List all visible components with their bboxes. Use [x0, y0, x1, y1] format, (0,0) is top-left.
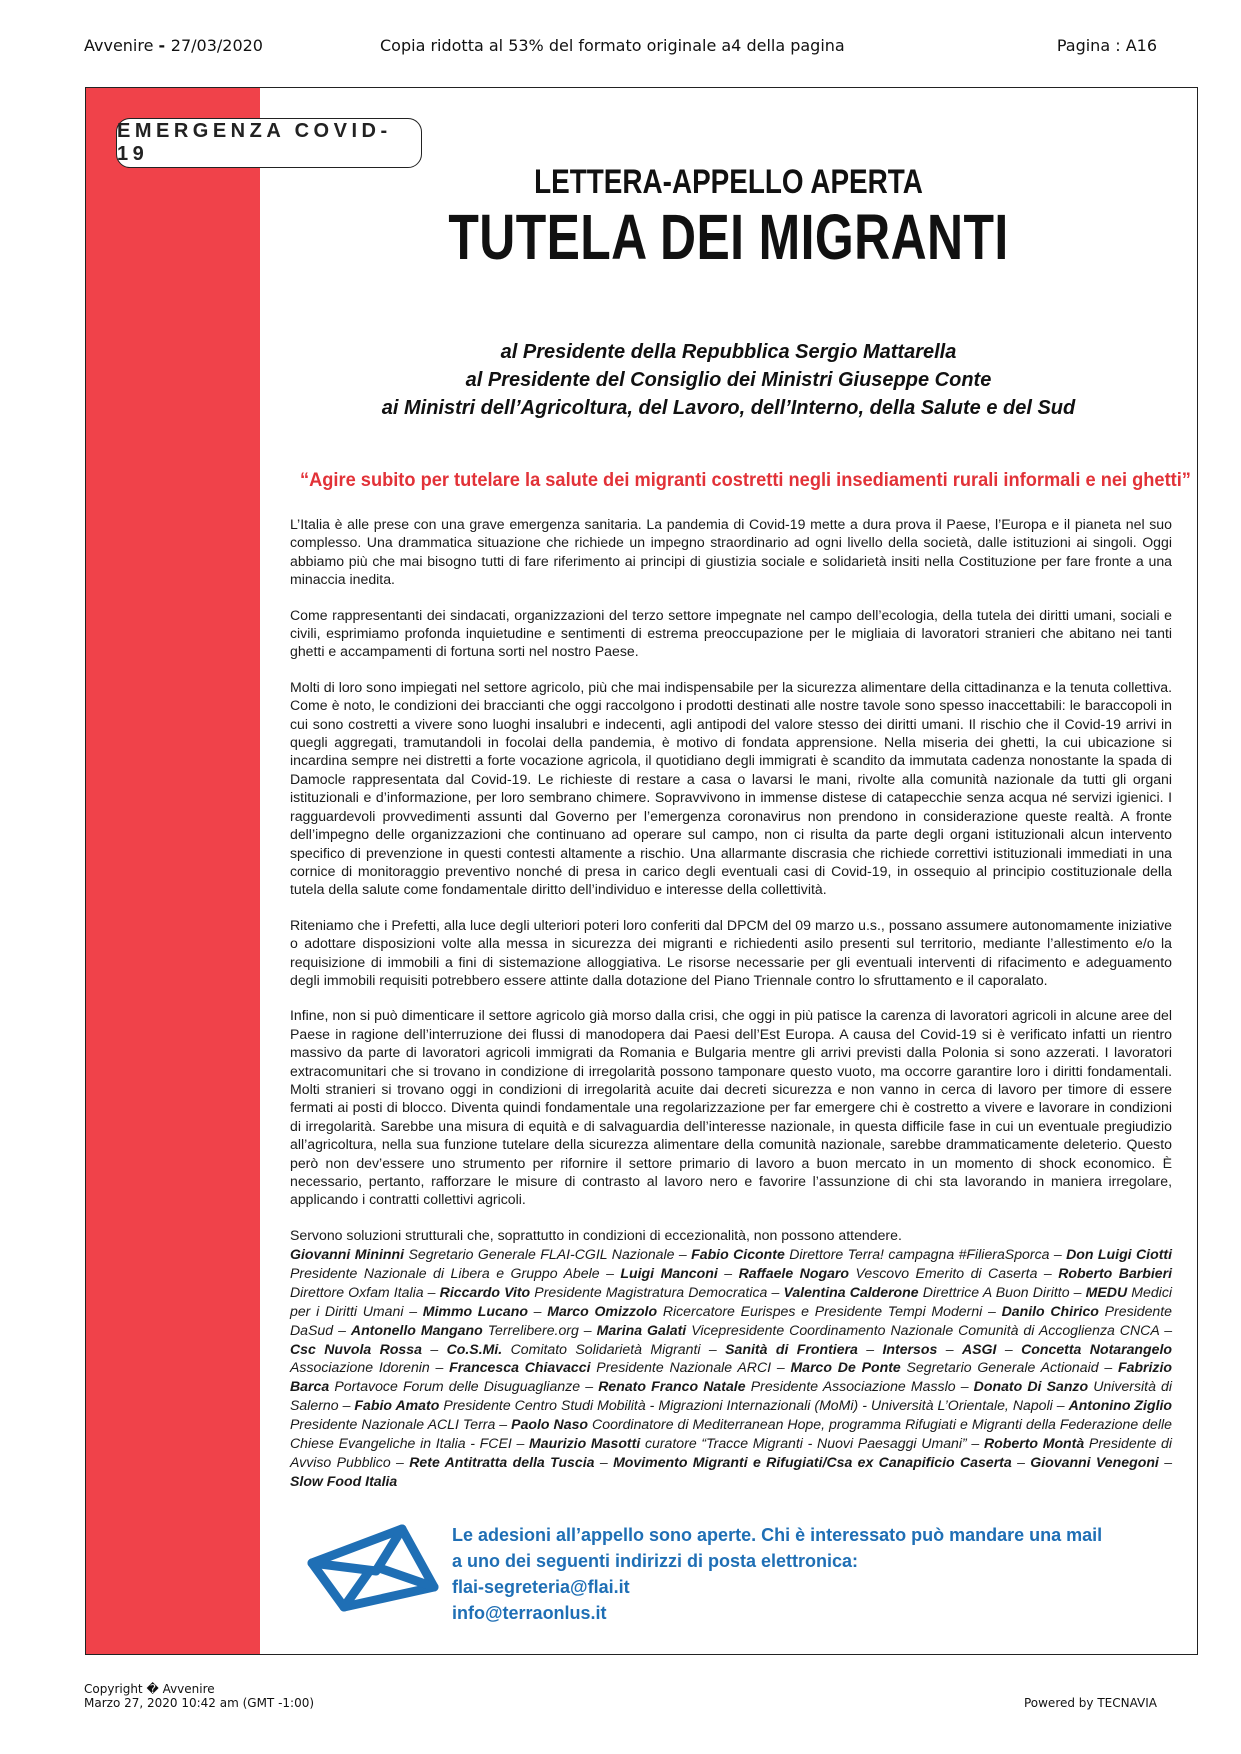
signatory-name: Donato Di Sanzo [973, 1378, 1089, 1395]
signatory-name: MEDU [1085, 1283, 1128, 1300]
signatory-role: curatore “Tracce Migranti - Nuovi Paesaggi Umani” [644, 1435, 967, 1452]
copy-note: Copia ridotta al 53% del formato originale a4 della pagina [380, 36, 845, 55]
signatory-role: Presidente di Avviso Pubblico [290, 1435, 1172, 1470]
signatory-role: Presidente Nazionale ARCI [596, 1359, 772, 1376]
signatory-role: Presidente DaSud [290, 1302, 1173, 1338]
signatory-name: Csc Nuvola Rossa [290, 1340, 422, 1357]
signatory-name: Fabio Ciconte [691, 1246, 785, 1262]
footer-credits [84, 1682, 314, 1710]
addressee-line: al Presidente della Repubblica Sergio Mattarella [500, 341, 957, 363]
signatory-role: Ricercatore Eurispes e Presidente Tempi Moderni [662, 1302, 983, 1319]
signatory-role: Coordinatore di Mediterranean Hope, programma Rifugiati e Migranti della Federazione delle Chiese Evangeliche in Italia - FCEI [290, 1416, 1172, 1452]
signatory-name: Antonino Ziglio [1068, 1397, 1173, 1414]
signatory-name: Giovanni Venegoni [1030, 1453, 1159, 1470]
cta-line: a uno dei seguenti indirizzi di posta elettronica: [452, 1551, 859, 1571]
body-paragraph: Molti di loro sono impiegati nel settore agricolo, più che mai indispensabile per la sicurezza alimentare della cittadinanza e la tenuta collettiva. Come è noto, le condizioni dei braccianti che oggi raccolgono i prodotti destinati alle nostre tavole sono spesso inaccettabili: le baraccopoli in cui sono costretti a vivere sono luoghi insalubri e indecenti, agli antipodi del valore stesso dei diritti umani. Il rischio che il Covid-19 arrivi in quegli aggregati, tramutandoli in focolai della pandemia, è motivo di fondata apprensione. Nella miseria dei ghetti, la cui ubicazione si incardina sempre nei distretti a forte vocazione agricola, il quotidiano degli immigrati è scandito da immutata cadenza nonostante la spada di Damocle rappresentata dal Covid-19. Le richieste di restare a casa o lavarsi le mani, rivolte alla comunità nazionale da tutti gli organi istituzionali e d’informazione, per loro sembrano chimere. Sopravvivono in immense distese di catapecchie senza acqua né servizi igienici. I ragguardevoli provvedimenti assunti dal Governo per l’emergenza coronavirus non prendono in considerazione queste realtà. A fronte dell’impegno delle organizzazioni che continuano ad operare sul campo, non ci risulta da parte degli organi istituzionali alcun intervento specifico di prevenzione in questi contesti altamente a rischio. Una allarmante discrasia che richiede correttivi istituzionali immediati in una cornice di monitoraggio preventivo nonché di presa in carico degli eventuali casi di Covid-19, in ossequio al principio costituzionale della tutela della salute come fondamentale diritto dell’individuo e interesse della collettività. [290, 678, 1172, 898]
signatory-name: Riccardo Vito [439, 1283, 531, 1300]
signatory-name: Marco Omizzolo [547, 1302, 658, 1319]
kicker-title: LETTERA-APPELLO APERTA [534, 163, 923, 201]
signatory-name: Fabrizio Barca [290, 1359, 1172, 1395]
signatory-name: Rete Antitratta della Tuscia [409, 1453, 595, 1470]
body-paragraph: L’Italia è alle prese con una grave emergenza sanitaria. La pandemia di Covid-19 mette a dura prova il Paese, l’Europa e il pianeta nel suo complesso. Una drammatica situazione che richiede un impegno straordinario ad ogni livello della società, dalle istituzioni ai singoli. Oggi abbiamo più che mai bisogno tutti di fare riferimento ai principi di giustizia sociale e solidarietà insiti nella Costituzione per fare fronte a una minaccia inedita. [290, 516, 1172, 588]
headline: TUTELA DEI MIGRANTI [448, 201, 1009, 273]
signatory-role: Università di Salerno [290, 1378, 1173, 1414]
signatory-role: Presidente Magistratura Democratica [534, 1283, 768, 1300]
signatory-name: Maurizio Masotti [529, 1435, 641, 1452]
email-terra[interactable]: info@terraonlus.it [452, 1603, 607, 1623]
cta-line: Le adesioni all’appello sono aperte. Chi è interessato può mandare una mail [452, 1525, 1103, 1545]
signatory-role: Portavoce Forum delle Disuguaglianze [334, 1378, 581, 1395]
signatory-name: Valentina Calderone [783, 1283, 919, 1300]
signatory-role: Presidente Nazionale ACLI Terra [290, 1416, 496, 1433]
addressee-line: ai Ministri dell’Agricoltura, del Lavoro, dell’Interno, della Salute e del Sud [381, 397, 1076, 419]
signatory-name: Giovanni Mininni [290, 1246, 405, 1262]
signatory-name: Raffaele Nogaro [738, 1264, 849, 1281]
signatory-name: Marina Galati [596, 1321, 687, 1338]
addressees [260, 338, 1197, 422]
signatory-name: Intersos [882, 1340, 938, 1357]
signatory-name: Danilo Chirico [1001, 1302, 1099, 1319]
signatory-name: Slow Food Italia [290, 1472, 398, 1489]
signatories-list: Giovanni Mininni Segretario Generale FLAI-CGIL Nazionale – Fabio Ciconte Direttore Terra! campagna #FilieraSporca – Don Luigi Ciotti Presidente Nazionale di Libera e Gruppo Abele – Luigi Manconi – Raffaele Nogaro Vescovo Emerito di Caserta – Roberto Barbieri Direttore Oxfam Italia – Riccardo Vito Presidente Magistratura Democratica – Valentina Calderone Direttrice A Buon Diritto – MEDU Medici per i Diritti Umani – Mimmo Lucano – Marco Omizzolo Ricercatore Eurispes e Presidente Tempi Moderni – Danilo Chirico Presidente DaSud – Antonello Mangano Terrelibere.org – Marina Galati Vicepresidente Coordinamento Nazionale Comunità di Accoglienza CNCA – Csc Nuvola Rossa – Co.S.Mi. Comitato Solidarietà Migranti – Sanità di Frontiera – Intersos – ASGI – Concetta Notarangelo Associazione Idorenin – Francesca Chiavacci Presidente Nazionale ARCI – Marco De Ponte Segretario Generale Actionaid – Fabrizio Barca Portavoce Forum delle Disuguaglianze – Renato Franco Natale Presidente Associazione Masslo – Donato Di Sanzo Università di Salerno – Fabio Amato Presidente Centro Studi Mobilità - Migrazioni Internazionali (MoMi) - Università L’Orientale, Napoli – Antonino Ziglio Presidente Nazionale ACLI Terra – Paolo Naso Coordinatore di Mediterranean Hope, programma Rifugiati e Migranti della Federazione delle Chiese Evangeliche in Italia - FCEI – Maurizio Masotti curatore “Tracce Migranti - Nuovi Paesaggi Umani” – Roberto Montà Presidente di Avviso Pubblico – Rete Antitratta della Tuscia – Movimento Migranti e Rifugiati/Csa ex Canapificio Caserta – Giovanni Venegoni – Slow Food Italia [290, 1246, 1173, 1489]
header-source: Avvenire - 27/03/2020 [84, 36, 263, 55]
signatory-name: Paolo Naso [511, 1416, 589, 1433]
signatory-name: Luigi Manconi [620, 1264, 718, 1281]
signatory-role: Terrelibere.org [487, 1321, 579, 1338]
article-page [85, 87, 1198, 1655]
powered-by: Powered by TECNAVIA [1023, 1696, 1157, 1710]
adhesion-call [452, 1522, 1102, 1626]
signatory-role: Direttore Oxfam Italia [290, 1283, 424, 1300]
signatory-name: Fabio Amato [354, 1397, 440, 1414]
email-flai[interactable]: flai-segreteria@flai.it [452, 1577, 630, 1597]
signatory-name: Marco De Ponte [790, 1359, 901, 1376]
source-name: Avvenire [84, 36, 154, 55]
signatory-name: ASGI [961, 1340, 997, 1357]
signatory-name: Sanità di Frontiera [725, 1340, 858, 1357]
signatory-role: Presidente Centro Studi Mobilità - Migrazioni Internazionali (MoMi) - Università L’Orientale, Napoli [443, 1397, 1053, 1414]
body-paragraph: Come rappresentanti dei sindacati, organizzazioni del terzo settore impegnate nel campo dell’ecologia, della tutela dei diritti umani, sociali e civili, esprimiamo profonda inquietudine e sentimenti di estrema preoccupazione per le migliaia di lavoratori stranieri che abitano nei tanti ghetti e accampamenti di fortuna sorti nel nostro Paese. [290, 606, 1172, 660]
section-badge: EMERGENZA COVID-19 [116, 118, 422, 168]
signatory-name: Antonello Mangano [350, 1321, 483, 1338]
signatory-role: Vicepresidente Coordinamento Nazionale Comunità di Accoglienza CNCA [691, 1321, 1160, 1338]
letter-body [290, 515, 1172, 1261]
body-paragraph: Infine, non si può dimenticare il settore agricolo già morso dalla crisi, che oggi in più patisce la carenza di lavoratori agricoli in alcune aree del Paese in ragione dell’interruzione dei flussi di manodopera dai Paesi dell’Est Europa. A causa del Covid-19 si è verificato infatti un rientro massivo da parte di lavoratori agricoli immigrati da Romania e Bulgaria mentre gli arrivi previsti dalla Polonia si sono azzerati. I lavoratori extracomunitari che si trovano in condizione di irregolarità possono tamponare questo vuoto, ma occorre garantire loro i diritti fondamentali. Molti stranieri si trovano oggi in condizioni di irregolarità acuite dai decreti sicurezza e non vanno in cerca di lavoro per timore di essere fermati ai posti di blocco. Diventa quindi fondamentale una regolarizzazione per far emergere chi è costretto a vivere e lavorare in condizioni di irregolarità. Sarebbe una misura di equità e di salvaguardia dell’interesse nazionale, in questa difficile fase in cui un eventuale pregiudizio all’agricoltura, nella sua funzione tutelare della sicurezza alimentare della comunità nazionale, sarebbe drammaticamente deleterio. Questo però non dev’essere uno strumento per rifornire il settore primario di lavoro a buon mercato in un momento di shock economico. È necessario, pertanto, rafforzare le misure di contrasto al lavoro nero e favorire l’assunzione di chi sta lavorando in maniera irregolare, applicando i contratti collettivi agricoli. [290, 1007, 1172, 1208]
signatory-role: Vescovo Emerito di Caserta [855, 1264, 1038, 1281]
signatory-name: Mimmo Lucano [422, 1302, 528, 1319]
signatory-role: Comitato Solidarietà Migranti [510, 1340, 701, 1357]
timestamp: Marzo 27, 2020 10:42 am (GMT -1:00) [84, 1696, 315, 1710]
signatory-role: Segretario Generale FLAI-CGIL Nazionale [408, 1246, 675, 1262]
signatory-role: Associazione Idorenin [290, 1359, 430, 1376]
red-side-bar [86, 88, 260, 1654]
addressee-line: al Presidente del Consiglio dei Ministri Giuseppe Conte [465, 369, 992, 391]
body-paragraph: Riteniamo che i Prefetti, alla luce degli ulteriori poteri loro conferiti dal DPCM del 09 marzo u.s., possano assumere autonomamente iniziative o adottare disposizioni volte alla messa in sicurezza dei migranti e richiedenti asilo presenti sul territorio, mediante l’allestimento e/o la requisizione di immobili a fini di sistemazione alloggiativa. Le risorse necessarie per gli eventuali interventi di rifacimento e adeguamento degli immobili requisiti potrebbero essere attinte dalla dotazione del Piano Triennale contro lo sfruttamento e il caporalato. [290, 916, 1172, 988]
issue-date: 27/03/2020 [170, 36, 263, 55]
signatory-role: Presidente Associazione Masslo [750, 1378, 956, 1395]
signatory-name: Co.S.Mi. [446, 1340, 503, 1357]
envelope-icon [304, 1521, 444, 1613]
signatory-name: Don Luigi Ciotti [1066, 1246, 1173, 1262]
signatory-name: Roberto Barbieri [1058, 1264, 1173, 1281]
page-number: Pagina : A16 [1056, 36, 1157, 55]
signatory-role: Direttrice A Buon Diritto [922, 1283, 1070, 1300]
signatory-name: Roberto Montà [983, 1435, 1085, 1452]
pull-quote: “Agire subito per tutelare la salute dei migranti costretti negli insediamenti rurali informali e nei ghetti” [300, 470, 1191, 491]
signatory-role: Direttore Terra! campagna #FilieraSporca [789, 1246, 1050, 1262]
signatory-name: Renato Franco Natale [598, 1378, 746, 1395]
signatory-name: Movimento Migranti e Rifugiati/Csa ex Canapificio Caserta [613, 1453, 1012, 1470]
copyright: Copyright � Avvenire [84, 1682, 215, 1696]
signatory-role: Segretario Generale Actionaid [906, 1359, 1099, 1376]
body-paragraph: Servono soluzioni strutturali che, soprattutto in condizioni di eccezionalità, non possono attendere. [290, 1226, 902, 1243]
signatory-name: Francesca Chiavacci [449, 1359, 591, 1376]
signatory-name: Concetta Notarangelo [1021, 1340, 1172, 1357]
signatory-role: Presidente Nazionale di Libera e Gruppo Abele [290, 1264, 600, 1281]
signatory-role: Medici per i Diritti Umani [290, 1283, 1172, 1319]
